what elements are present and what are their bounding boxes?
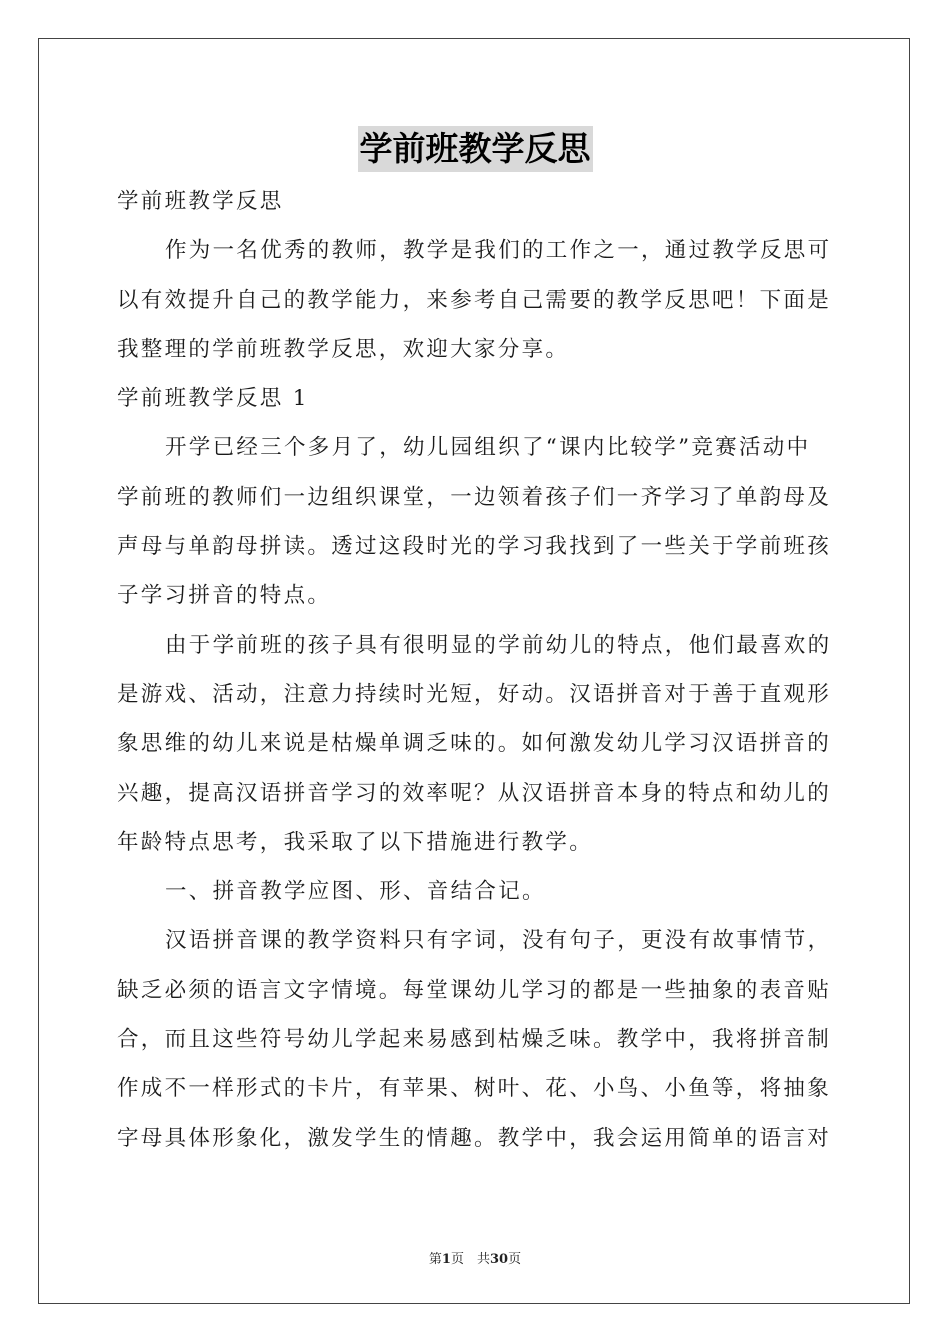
text-line: 学前班教学反思 (117, 189, 284, 214)
text-line: 声母与单韵母拼读。透过这段时光的学习我找到了一些关于学前班孩 (117, 534, 832, 560)
text-line: 汉语拼音课的教学资料只有字词，没有句子，更没有故事情节， (165, 928, 832, 954)
footer-suffix: 页 (508, 1252, 522, 1267)
text-line: 子学习拼音的特点。 (117, 583, 332, 609)
text-line: 由于学前班的孩子具有很明显的学前幼儿的特点，他们最喜欢的 (165, 632, 832, 658)
text-line: 一、拼音教学应图、形、音结合记。 (165, 879, 546, 905)
text-line: 年龄特点思考，我采取了以下措施进行教学。 (117, 829, 594, 855)
text-line: 字母具体形象化，激发学生的情趣。教学中，我会运用简单的语言对 (117, 1125, 832, 1151)
text-line: 开学已经三个多月了，幼儿园组织了“课内比较学”竞赛活动中 (165, 435, 811, 461)
text-line: 学前班教学反思 1 (117, 386, 309, 412)
title-container (0, 126, 950, 172)
text-line: 作为一名优秀的教师，教学是我们的工作之一，通过教学反思可 (165, 238, 832, 264)
text-line: 以有效提升自己的教学能力，来参考自己需要的教学反思吧！下面是 (117, 287, 832, 313)
document-title: 学前班教学反思 (358, 126, 593, 172)
text-line: 是游戏、活动，注意力持续时光短，好动。汉语拼音对于善于直观形 (117, 681, 832, 707)
footer-prefix: 第 (428, 1252, 442, 1267)
footer-mid: 页 共 (450, 1252, 490, 1267)
text-line: 我整理的学前班教学反思，欢迎大家分享。 (117, 336, 570, 362)
footer-total-pages: 30 (489, 1252, 509, 1267)
text-line: 兴趣，提高汉语拼音学习的效率呢？从汉语拼音本身的特点和幼儿的 (117, 780, 832, 806)
page-footer (0, 1248, 950, 1267)
text-line: 学前班的教师们一边组织课堂，一边领着孩子们一齐学习了单韵母及 (117, 484, 832, 510)
text-line: 缺乏必须的语言文字情境。每堂课幼儿学习的都是一些抽象的表音贴 (117, 977, 832, 1003)
text-line: 象思维的幼儿来说是枯燥单调乏味的。如何激发幼儿学习汉语拼音的 (117, 731, 832, 757)
text-line: 合，而且这些符号幼儿学起来易感到枯燥乏味。教学中，我将拼音制 (117, 1027, 832, 1053)
text-line: 作成不一样形式的卡片，有苹果、树叶、花、小鸟、小鱼等，将抽象 (117, 1076, 832, 1102)
footer-page-number: 1 (441, 1252, 451, 1267)
document-body (117, 177, 837, 1163)
